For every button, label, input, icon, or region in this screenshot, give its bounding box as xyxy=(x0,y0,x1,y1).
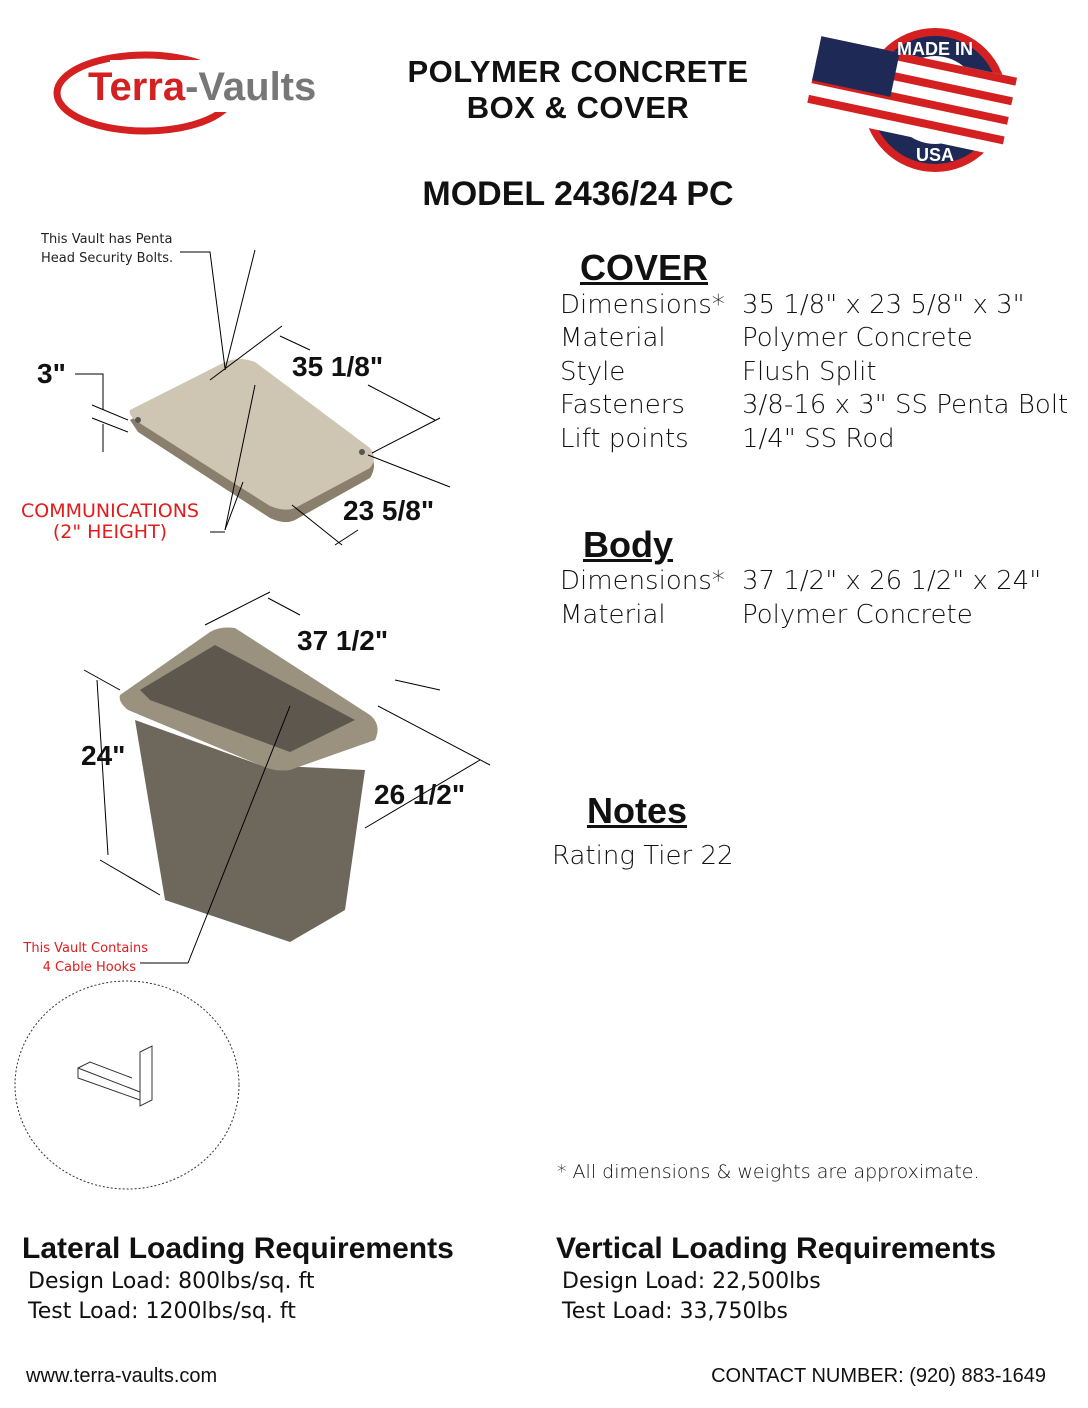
body-heading: Body xyxy=(583,524,673,565)
vertical-test-load: Test Load: 33,750lbs xyxy=(562,1299,789,1324)
doc-title-line2: BOX & COVER xyxy=(466,90,690,125)
hooks-note-line2: 4 Cable Hooks xyxy=(42,960,136,975)
spec-label: Material xyxy=(560,600,666,630)
penta-note-line1: This Vault has Penta xyxy=(41,232,173,247)
spec-label: Lift points xyxy=(560,424,689,454)
spec-label: Dimensions* xyxy=(560,566,725,596)
penta-note-line2: Head Security Bolts. xyxy=(41,251,174,266)
badge-top-text: MADE IN xyxy=(897,39,973,59)
cable-hook-detail xyxy=(15,981,239,1189)
spec-value: 3/8-16 x 3" SS Penta Bolt xyxy=(742,390,1069,420)
cover-length-dim: 35 1/8" xyxy=(292,351,384,382)
made-in-usa-badge xyxy=(805,25,1020,175)
logo-text-vaults: -Vaults xyxy=(185,65,317,109)
website-link[interactable]: www.terra-vaults.com xyxy=(26,1365,218,1387)
contact-number: CONTACT NUMBER: (920) 883-1649 xyxy=(711,1365,1046,1387)
vault-drawing xyxy=(0,0,520,1210)
spec-value: Polymer Concrete xyxy=(742,600,973,630)
spec-label: Fasteners xyxy=(560,390,685,420)
spec-label: Dimensions* xyxy=(560,290,725,320)
lateral-test-load: Test Load: 1200lbs/sq. ft xyxy=(28,1299,296,1324)
model-number: MODEL 2436/24 PC xyxy=(422,175,734,213)
spec-label: Material xyxy=(560,323,666,353)
vertical-design-load: Design Load: 22,500lbs xyxy=(562,1269,821,1294)
us-flag-icon xyxy=(805,25,1020,175)
badge-bottom-text: USA xyxy=(915,145,955,165)
logo-text-terra: Terra xyxy=(88,65,186,109)
lateral-design-load: Design Load: 800lbs/sq. ft xyxy=(28,1269,315,1294)
body-height-dim: 24" xyxy=(81,740,126,771)
body-length-dim: 37 1/2" xyxy=(297,625,389,656)
lateral-heading: Lateral Loading Requirements xyxy=(22,1232,454,1265)
communications-label: COMMUNICATIONS xyxy=(21,500,199,522)
body-width-dim: 26 1/2" xyxy=(374,779,466,810)
notes-heading: Notes xyxy=(587,790,688,831)
spec-value: 1/4" SS Rod xyxy=(742,424,895,454)
cover-heading: COVER xyxy=(580,247,709,288)
doc-title-line1: POLYMER CONCRETE xyxy=(407,54,749,89)
notes-text: Rating Tier 22 xyxy=(552,841,734,871)
vertical-heading: Vertical Loading Requirements xyxy=(556,1232,997,1265)
spec-value: 37 1/2" x 26 1/2" x 24" xyxy=(742,566,1042,596)
footnote: * All dimensions & weights are approximate. xyxy=(557,1161,980,1183)
spec-value: Flush Split xyxy=(742,357,877,387)
body-illustration xyxy=(84,592,490,963)
cover-width-dim: 23 5/8" xyxy=(343,495,435,526)
hooks-note-line1: This Vault Contains xyxy=(23,941,148,956)
spec-value: 35 1/8" x 23 5/8" x 3" xyxy=(742,290,1025,320)
spec-value: Polymer Concrete xyxy=(742,323,973,353)
communications-height: (2" HEIGHT) xyxy=(52,521,168,543)
spec-label: Style xyxy=(560,357,626,387)
cover-height-dim: 3" xyxy=(37,358,66,389)
